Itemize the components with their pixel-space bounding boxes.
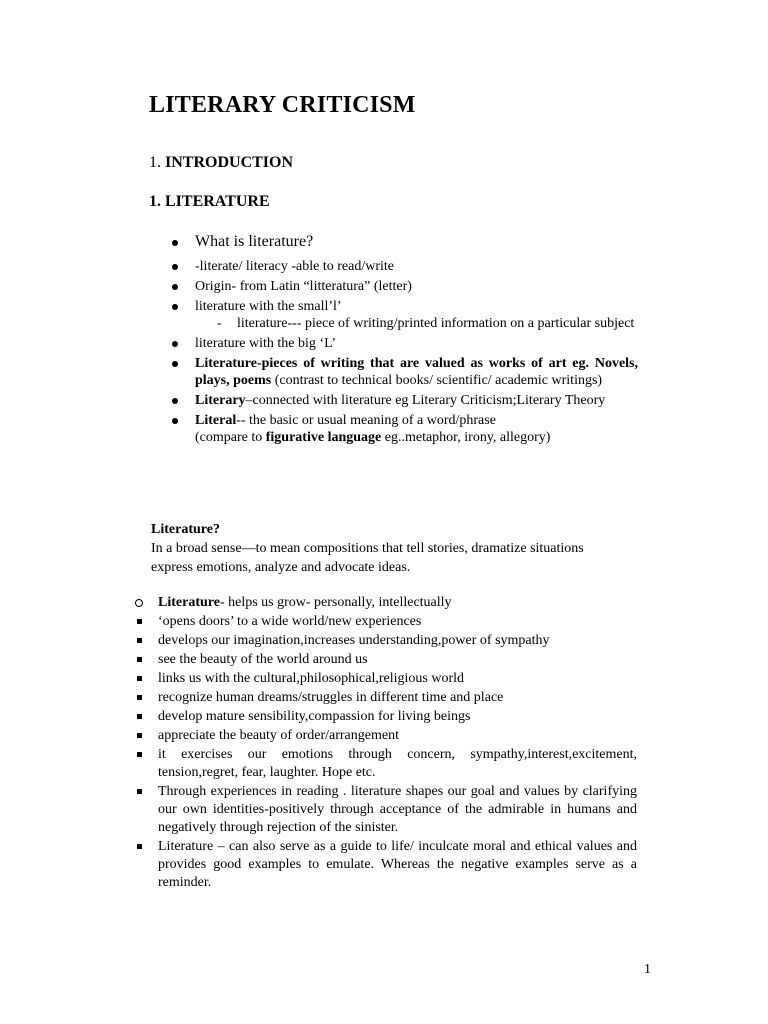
list-item-text: Through experiences in reading . literature shapes our goal and values by clarifying our own identities-positively through acceptance of the admirable in humans and negatively through rejection of the sinister.	[158, 784, 637, 835]
list-item	[135, 594, 637, 612]
page-number: 1	[644, 962, 651, 977]
sub-list-item	[195, 315, 638, 332]
list-item-text: it exercises our emotions through concern, sympathy,interest,excitement, tension,regret, fear, laughter. Hope etc.	[158, 747, 637, 780]
list-item-text: develops our imagination,increases understanding,power of sympathy	[158, 633, 550, 648]
list-item-text: (contrast to technical books/ scientific/ academic writings)	[271, 373, 603, 388]
bullet-icon	[172, 304, 178, 310]
square-bullet-icon	[137, 638, 142, 643]
section-heading	[149, 154, 293, 172]
bullet-icon	[172, 264, 178, 270]
dash-icon: -	[217, 316, 222, 331]
literature-bullet-list	[170, 232, 638, 449]
list-item	[135, 708, 637, 726]
document-title: LITERARY CRITICISM	[149, 92, 416, 118]
list-item-bold-text: Literature	[158, 595, 220, 610]
square-bullet-icon	[137, 657, 142, 662]
benefits-list	[135, 594, 637, 893]
list-item-text: literature with the big ‘L’	[195, 336, 336, 351]
square-bullet-icon	[137, 619, 142, 624]
list-item	[170, 258, 638, 275]
list-item	[170, 298, 638, 332]
subsection-heading	[149, 193, 270, 211]
bullet-icon	[172, 361, 178, 367]
list-item-text: -- the basic or usual meaning of a word/phrase	[236, 413, 496, 428]
bullet-icon	[172, 418, 178, 424]
list-item-text: -literate/ literacy -able to read/write	[195, 259, 395, 274]
list-item	[170, 412, 638, 446]
list-item-text: eg..metaphor, irony, allegory)	[381, 430, 551, 445]
list-item	[135, 746, 637, 782]
list-item-text: literature with the small’l’	[195, 299, 342, 314]
list-item-text: (compare to	[195, 430, 266, 445]
list-item	[170, 278, 638, 295]
list-item	[135, 838, 637, 892]
section-number: 1.	[149, 154, 165, 171]
bullet-icon	[172, 284, 178, 290]
list-item-text: links us with the cultural,philosophical,religious world	[158, 671, 465, 686]
sub-list-item-text: literature--- piece of writing/printed information on a particular subject	[237, 316, 635, 331]
bullet-icon	[172, 240, 178, 246]
list-item	[135, 651, 637, 669]
list-item	[135, 727, 637, 745]
square-bullet-icon	[137, 752, 142, 757]
subsection-title: 1. LITERATURE	[149, 193, 270, 210]
list-item-text: ‘opens doors’ to a wide world/new experiences	[158, 614, 422, 629]
list-item-text: Literature – can also serve as a guide to life/ inculcate moral and ethical values and provides good examples to emulate. Whereas the negative examples serve as a reminder.	[158, 839, 637, 890]
square-bullet-icon	[137, 714, 142, 719]
list-item-text: Origin- from Latin “litteratura” (letter)	[195, 279, 412, 294]
list-item	[135, 613, 637, 631]
bullet-icon	[172, 341, 178, 347]
bullet-icon	[172, 398, 178, 404]
list-item	[135, 632, 637, 650]
list-item-text: see the beauty of the world around us	[158, 652, 368, 667]
square-bullet-icon	[137, 789, 142, 794]
list-item-text: appreciate the beauty of order/arrangement	[158, 728, 399, 743]
definition-label: Literature?	[151, 522, 220, 537]
definition-text: In a broad sense—to mean compositions that tell stories, dramatize situations express emotions, analyze and advocate ideas.	[151, 541, 584, 575]
list-item	[170, 392, 638, 409]
list-item	[135, 689, 637, 707]
square-bullet-icon	[137, 695, 142, 700]
list-item-text: What is literature?	[195, 233, 314, 250]
list-item-text: - helps us grow- personally, intellectually	[219, 595, 452, 610]
square-bullet-icon	[137, 844, 142, 849]
list-item	[170, 232, 638, 252]
list-item-bold-text: Literary	[195, 393, 246, 408]
section-title: INTRODUCTION	[165, 154, 294, 171]
list-item-text: develop mature sensibility,compassion for living beings	[158, 709, 471, 724]
list-item-bold-text: figurative language	[265, 430, 382, 445]
definition-block	[151, 520, 621, 577]
square-bullet-icon	[137, 676, 142, 681]
list-item-text: –connected with literature eg Literary Criticism;Literary Theory	[245, 393, 606, 408]
list-item	[170, 355, 638, 389]
list-item-bold-text: Literal	[195, 413, 237, 428]
list-item	[135, 670, 637, 688]
square-bullet-icon	[137, 733, 142, 738]
list-item	[135, 783, 637, 837]
circle-bullet-icon	[135, 599, 143, 607]
list-item	[170, 335, 638, 352]
list-item-text: recognize human dreams/struggles in different time and place	[158, 690, 504, 705]
list-item-bold-text: Literature-pieces of writing that are valued as works of art eg. Novels, plays, poems	[195, 356, 638, 388]
